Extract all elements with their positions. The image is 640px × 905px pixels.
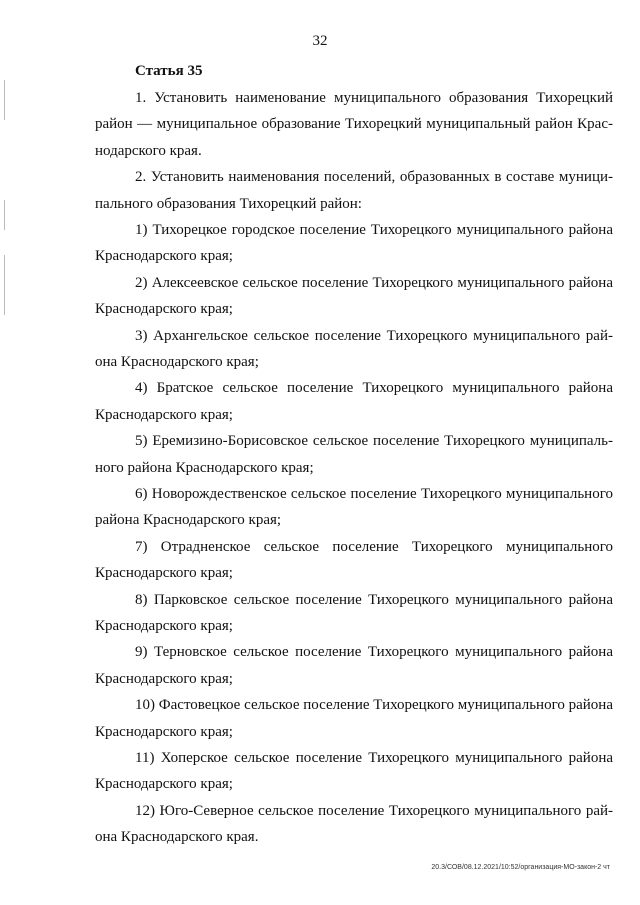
text-line: района Краснодарского края; bbox=[95, 512, 282, 529]
list-item bbox=[95, 217, 613, 270]
paragraph bbox=[95, 85, 613, 164]
text-line: 9) Терновское сельское поселение Тихорецкого муниципального района bbox=[135, 644, 613, 661]
text-line: 11) Хоперское сельское поселение Тихорецкого муниципального района bbox=[135, 749, 613, 766]
list-item bbox=[95, 798, 613, 851]
text-line: Краснодарского края; bbox=[95, 776, 233, 793]
text-line: 3) Архангельское сельское поселение Тихорецкого муниципального рай- bbox=[135, 327, 613, 344]
article-title: Статья 35 bbox=[135, 63, 203, 79]
text-line: Краснодарского края; bbox=[95, 617, 233, 634]
text-line: 2) Алексеевское сельское поселение Тихорецкого муниципального района bbox=[135, 274, 613, 291]
scan-margin-mark bbox=[4, 200, 5, 230]
list-item bbox=[95, 375, 613, 428]
text-line: 1. Установить наименование муниципального образования Тихорецкий bbox=[135, 90, 613, 106]
text-line: Краснодарского края; bbox=[95, 301, 233, 318]
list-item bbox=[95, 270, 613, 323]
text-line: 8) Парковское сельское поселение Тихорецкого муниципального района bbox=[135, 591, 613, 608]
text-line: она Краснодарского края; bbox=[95, 353, 259, 370]
list-item bbox=[95, 745, 613, 798]
text-line: Краснодарского края; bbox=[95, 406, 233, 423]
text-line: район — муниципальное образование Тихорецкий муниципальный район Крас- bbox=[95, 116, 613, 133]
document-body bbox=[95, 85, 613, 851]
text-line: Краснодарского края; bbox=[95, 248, 233, 265]
text-line: ного района Краснодарского края; bbox=[95, 459, 314, 476]
text-line: Краснодарского края; bbox=[95, 670, 233, 687]
text-line: 1) Тихорецкое городское поселение Тихорецкого муниципального района bbox=[135, 221, 613, 238]
list-item bbox=[95, 481, 613, 534]
scan-margin-mark bbox=[4, 255, 5, 315]
paragraph bbox=[95, 164, 613, 217]
text-line: 2. Установить наименования поселений, образованных в составе муници- bbox=[135, 169, 613, 186]
list-item bbox=[95, 534, 613, 587]
page-number: 32 bbox=[312, 33, 328, 49]
text-line: нодарского края. bbox=[95, 142, 202, 159]
text-line: Краснодарского края; bbox=[95, 565, 233, 582]
text-line: 6) Новорождественское сельское поселение Тихорецкого муниципального bbox=[135, 485, 613, 502]
text-line: она Краснодарского края. bbox=[95, 829, 259, 846]
list-item bbox=[95, 587, 613, 640]
list-item bbox=[95, 639, 613, 692]
document-footer-stamp: 20.3/СОВ/08.12.2021/10:52/организация-МО-закон-2 чт bbox=[431, 864, 610, 871]
text-line: пального образования Тихорецкий район: bbox=[95, 195, 362, 212]
list-item bbox=[95, 428, 613, 481]
text-line: 5) Еремизино-Борисовское сельское поселение Тихорецкого муниципаль- bbox=[135, 433, 613, 450]
list-item bbox=[95, 323, 613, 376]
scan-margin-mark bbox=[4, 80, 5, 120]
text-line: 10) Фастовецкое сельское поселение Тихорецкого муниципального района bbox=[135, 697, 613, 714]
text-line: 7) Отрадненское сельское поселение Тихорецкого муниципального bbox=[135, 538, 613, 555]
text-line: 12) Юго-Северное сельское поселение Тихорецкого муниципального рай- bbox=[135, 802, 613, 819]
text-line: 4) Братское сельское поселение Тихорецкого муниципального района bbox=[135, 380, 613, 397]
list-item bbox=[95, 692, 613, 745]
text-line: Краснодарского края; bbox=[95, 723, 233, 740]
